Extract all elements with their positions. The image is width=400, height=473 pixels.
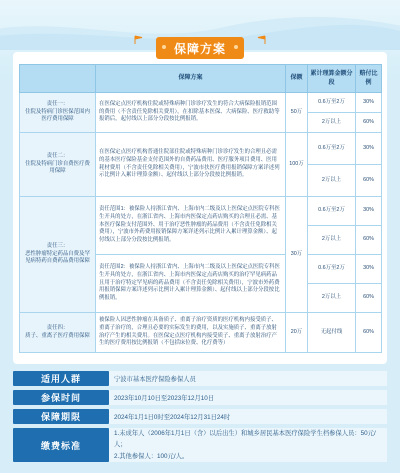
ratio-cell: 60% (356, 284, 382, 313)
responsibility-cell: 责任三： 恶性肿瘤特定药品自费及罕见病特药自费药品费用保障 (20, 197, 96, 313)
fee-line: 1.未成年人（2006年1月1日（含）以后出生）和城乡居民基本医疗保险学生档参保人员：50元/人； (114, 430, 376, 449)
range-cell: 0.6万至2万 (308, 197, 356, 226)
range-cell: 2万以上 (308, 284, 356, 313)
plan-cell: 在医保定点医疗机构普通住院部住院或特殊病种门诊诊疗发生的合理且必需的基本医疗保险基金支付范围外的自费药品费用、医疗服务项目费用、医用耗材费用（不含责任免除相关费用），宁波市扶医疗费用报销保障方案详述列示比例计入累计理算金额）、起付线以上部分分段按比例报销。 (96, 133, 286, 197)
plan-cell: 被保险人因恶性肿瘤在具备质子、重离子治疗资质的医疗机构内接受质子、重离子治疗的，合理且必要的实际发生的费用，以及实施质子、重离子放射治疗产生的相关费用。在医保定点医疗机构内接受质子、重离子放射治疗产生的医疗费用按比例报销（不包括床位费、化疗费等） (96, 313, 286, 353)
info-label: 缴费标准 (13, 428, 109, 462)
flag-icon (134, 35, 144, 45)
info-value: 宁波市基本医疗保险参保人员 (109, 371, 387, 386)
table-header-row (20, 65, 382, 93)
amount-cell: 100万 (286, 133, 308, 197)
range-cell: 0.6万至2万 (308, 93, 356, 113)
fee-line: 2.其他参保人：100元/人。 (114, 452, 189, 460)
info-label: 参保时间 (13, 390, 109, 405)
info-row-fee-standard (13, 428, 387, 462)
ratio-cell: 60% (356, 226, 382, 255)
range-cell: 0.6万至2万 (308, 255, 356, 284)
ratio-cell: 30% (356, 255, 382, 284)
header-deductible: 累计理算金额分段 (308, 65, 356, 93)
range-cell: 2万以上 (308, 165, 356, 197)
plan-cell: 责任范围2：被保险人持浙江省内、上海市内二级及以上医保定点医院专科医生开具的处方，在浙江省内、上海市内医保定点药店购买的治疗罕见病药品且用于治疗特定罕见病的药品费用（不含责任免除相关费用），宁波市外药费用报销保障方案详述列示比例计入累计理算金额）、起付线以上部分分段按比例报销。 (96, 255, 286, 313)
responsibility-cell: 责任四： 质子、重离子医疗费用保障 (20, 313, 96, 353)
coverage-table (19, 64, 382, 353)
page-title: 保障方案 (156, 37, 244, 59)
ratio-cell: 60% (356, 313, 382, 353)
info-row-coverage-period (13, 409, 387, 424)
info-value: 2024年1月1日0时至2024年12月31日24时 (109, 409, 387, 424)
flag-icon (256, 35, 266, 45)
info-row-enroll-period (13, 390, 387, 405)
table-row (20, 313, 382, 353)
amount-cell: 20万 (286, 313, 308, 353)
amount-cell: 50万 (286, 93, 308, 133)
info-value: 2023年10月10日至2023年12月10日 (109, 390, 387, 405)
table-row (20, 93, 382, 113)
header-amount: 保额 (286, 65, 308, 93)
table-row (20, 133, 382, 165)
ratio-cell: 60% (356, 113, 382, 133)
range-cell: 2万以上 (308, 113, 356, 133)
info-label: 保障期限 (13, 409, 109, 424)
header-plan: 保障方案 (96, 65, 286, 93)
ratio-cell: 30% (356, 93, 382, 113)
range-cell: 无起付线 (308, 313, 356, 353)
table-row (20, 197, 382, 226)
amount-cell: 30万 (286, 197, 308, 313)
info-label: 适用人群 (13, 371, 109, 386)
ratio-cell: 30% (356, 197, 382, 226)
range-cell: 0.6万至2万 (308, 133, 356, 165)
ratio-cell: 30% (356, 133, 382, 165)
ratio-cell: 60% (356, 165, 382, 197)
info-row-eligible (13, 371, 387, 386)
plan-cell: 在医保定点医疗机构住院或特殊病种门诊诊疗发生的符合大病保险报销范围的费用（不含责任免除相关费用），在扣除基本医保、大病保险、医疗救助等报销后，起付线以上部分分段按比例报销。 (96, 93, 286, 133)
info-value (109, 428, 387, 462)
header-ratio: 赔付比例 (356, 65, 382, 93)
header-responsibility (20, 65, 96, 93)
responsibility-cell: 责任二： 住院及特病门诊自费医疗费用保障 (20, 133, 96, 197)
plan-cell: 责任范围1：被保险人持浙江省内、上海市内二级及以上医保定点医院专科医生开具的处方，在浙江省内、上海市内医保定点药店购买的合理且必需、基本医疗保险支付范围外、用于治疗恶性肿瘤的药品费用（不含责任免除相关费用），宁波市外药费用报销保障方案详述列示比例计入累计理算金额）、起付线以上部分分段按比例报销。 (96, 197, 286, 255)
responsibility-cell: 责任一： 住院及特病门诊医保范围内医疗费用保障 (20, 93, 96, 133)
range-cell: 2万以上 (308, 226, 356, 255)
